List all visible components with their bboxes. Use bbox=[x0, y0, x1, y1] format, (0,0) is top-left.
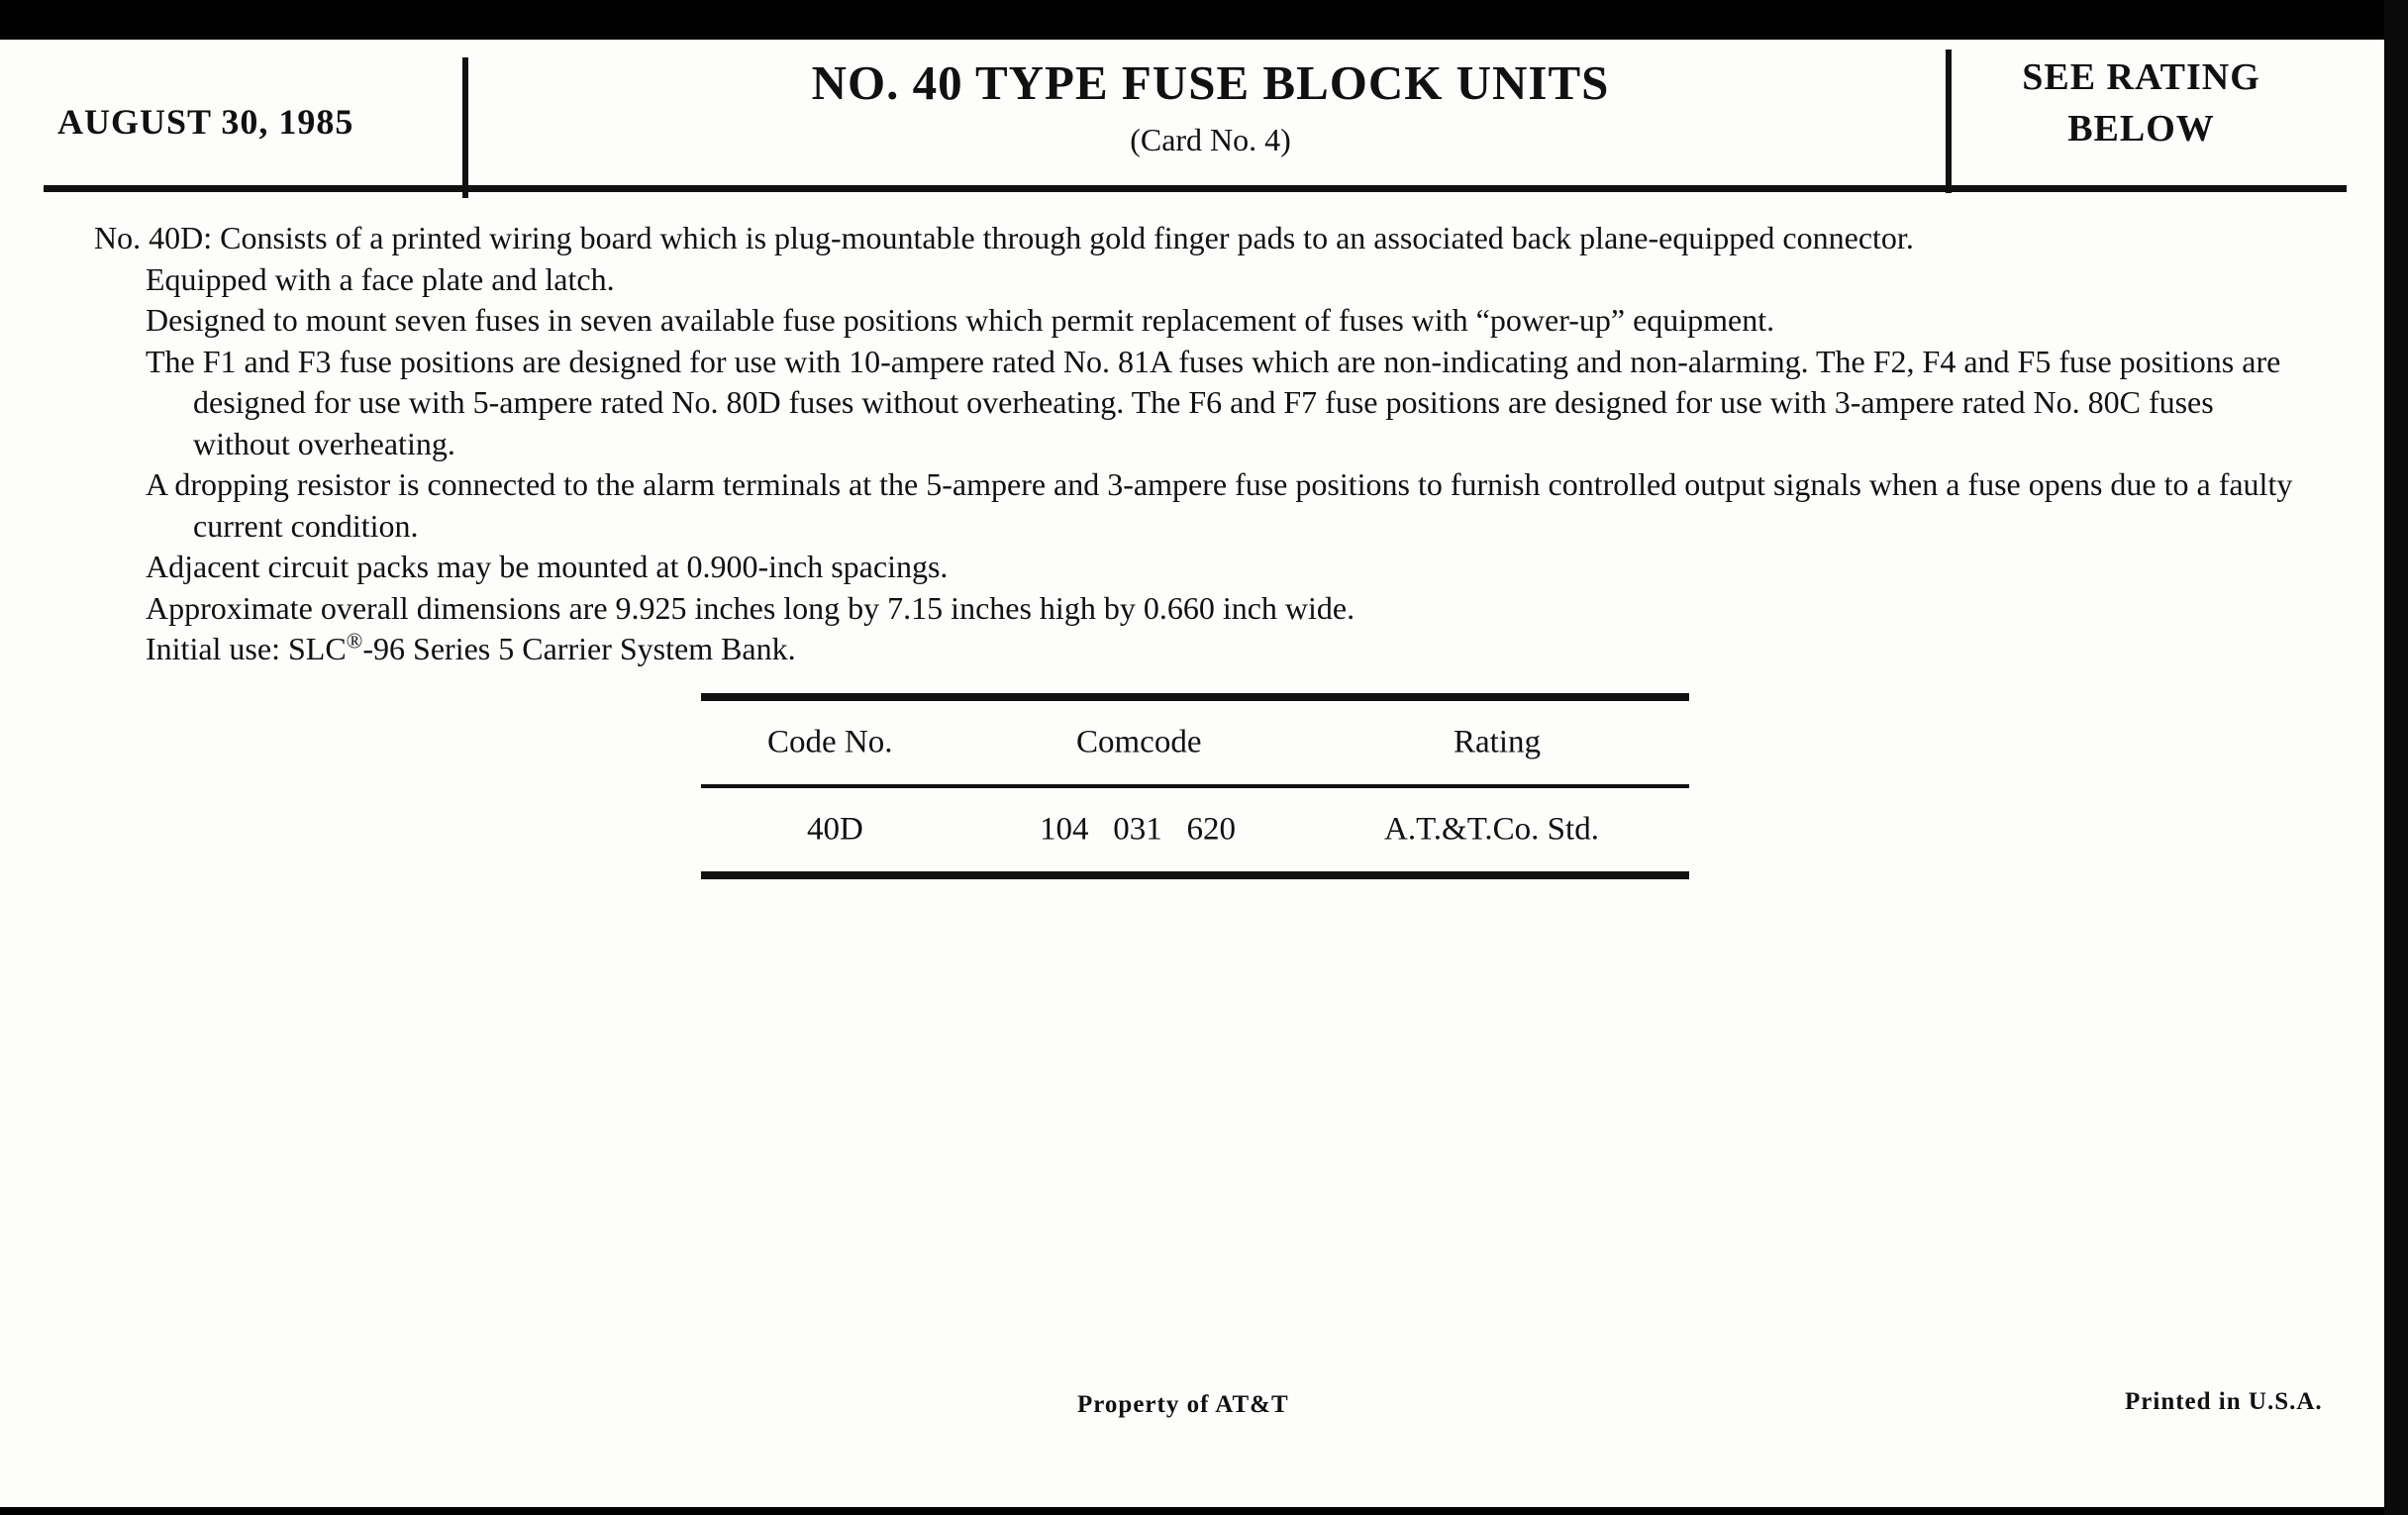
paragraph-resistor: A dropping resistor is connected to the alarm terminals at the 5-ampere and 3-ampere fuse positions to furnish controlled output signals when a fuse opens due to a faulty current condition. bbox=[146, 466, 2293, 544]
column-header-rating: Rating bbox=[1454, 724, 1541, 760]
issue-date: AUGUST 30, 1985 bbox=[57, 102, 354, 142]
registered-mark: ® bbox=[346, 628, 363, 654]
paragraph-spacing: Adjacent circuit packs may be mounted at 0.900-inch spacings. bbox=[146, 549, 949, 584]
paragraph-mounting: Designed to mount seven fuses in seven available fuse positions which permit replacement of fuses with “power-up” equipment. bbox=[146, 302, 1775, 338]
cell-comcode: 104 031 620 bbox=[1040, 811, 1236, 848]
initial-use-suffix: -96 Series 5 Carrier System Bank. bbox=[362, 631, 796, 666]
code-table bbox=[701, 693, 1689, 879]
cell-rating: A.T.&T.Co. Std. bbox=[1384, 811, 1599, 848]
paragraph-fuse-positions: The F1 and F3 fuse positions are designed for use with 10-ampere rated No. 81A fuses which are non-indicating and non-alarming. The F2, F4 and F5 fuse positions are designed for use with 5-ampere rated No. 80D fuses without overheating. The F6 and F7 fuse positions are designed for use with 3-ampere rated No. 80C fuses without overheating. bbox=[146, 343, 2281, 461]
header-title-block bbox=[475, 51, 1946, 164]
rating-note bbox=[1956, 51, 2327, 154]
header-rule bbox=[44, 185, 2347, 192]
paragraph-faceplate: Equipped with a face plate and latch. bbox=[146, 260, 615, 297]
rating-note-line2: BELOW bbox=[2067, 108, 2215, 150]
printed-notice: Printed in U.S.A. bbox=[2125, 1388, 2323, 1415]
header-divider-right bbox=[1946, 50, 1952, 193]
column-header-comcode: Comcode bbox=[1076, 724, 1202, 760]
paragraph-initial-use bbox=[94, 629, 2312, 670]
document-title: NO. 40 TYPE FUSE BLOCK UNITS bbox=[811, 55, 1610, 110]
column-header-code: Code No. bbox=[767, 724, 893, 760]
card-number: (Card No. 4) bbox=[1130, 122, 1291, 157]
description-text bbox=[94, 218, 2312, 670]
header-divider-left bbox=[462, 57, 468, 198]
property-notice: Property of AT&T bbox=[1077, 1391, 1289, 1418]
initial-use-prefix: Initial use: SLC bbox=[146, 631, 347, 666]
scan-edge bbox=[2384, 0, 2408, 1515]
table-row bbox=[701, 788, 1689, 871]
table-bottom-rule bbox=[701, 871, 1689, 879]
paragraph-dimensions: Approximate overall dimensions are 9.925 inches long by 7.15 inches high by 0.660 inch wide. bbox=[146, 589, 1355, 626]
rating-note-line1: SEE RATING bbox=[2022, 56, 2260, 98]
paragraph-intro: No. 40D: Consists of a printed wiring board which is plug-mountable through gold finger pads to an associated back plane-equipped connector. bbox=[94, 220, 1914, 255]
cell-code: 40D bbox=[807, 811, 863, 848]
table-header-row bbox=[701, 701, 1689, 784]
table-top-rule bbox=[701, 693, 1689, 701]
